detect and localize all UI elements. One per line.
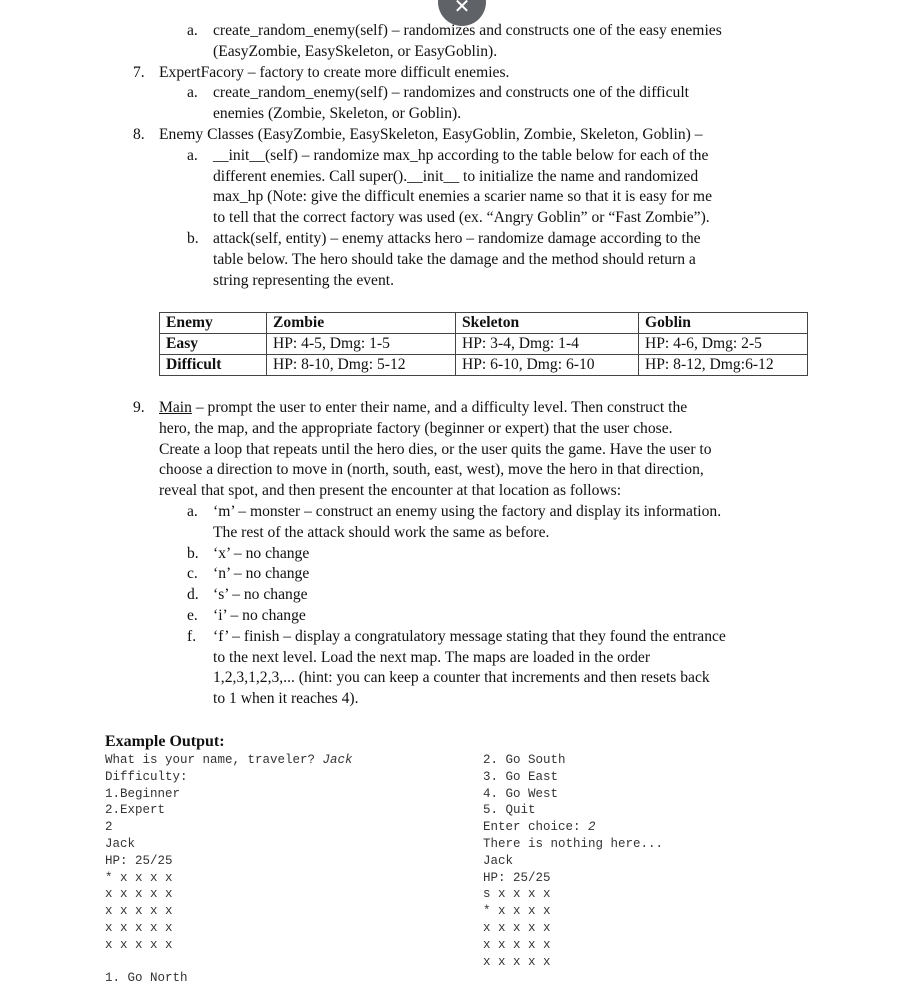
item-9-line-5: reveal that spot, and then present the encounter at that location as follows: bbox=[159, 482, 622, 499]
list-label: b. bbox=[187, 545, 199, 562]
item-8-line-1: Enemy Classes (EasyZombie, EasySkeleton, EasyGoblin, Zombie, Skeleton, Goblin) – bbox=[159, 126, 703, 143]
console-line: 2 bbox=[105, 820, 113, 835]
console-line: 5. Quit bbox=[483, 803, 536, 818]
item-9-line-1 bbox=[159, 398, 687, 418]
table-row bbox=[160, 334, 808, 355]
map-row: x x x x x bbox=[105, 920, 173, 935]
example-output-heading: Example Output: bbox=[105, 733, 225, 750]
table-row-label: Easy bbox=[160, 334, 267, 355]
item-9b-line-1: ‘x’ – no change bbox=[213, 545, 310, 562]
list-label: a. bbox=[187, 147, 198, 164]
table-cell: HP: 8-10, Dmg: 5-12 bbox=[267, 355, 456, 376]
table-row-label: Difficult bbox=[160, 355, 267, 376]
item-9-line-1-text: – prompt the user to enter their name, and a difficulty level. Then construct the bbox=[191, 399, 688, 416]
list-label: e. bbox=[187, 607, 198, 624]
item-7a-line-1: create_random_enemy(self) – randomizes and constructs one of the difficult bbox=[213, 84, 690, 101]
console-prompt: What is your name, traveler? bbox=[105, 753, 323, 767]
item-9-line-2: hero, the map, and the appropriate factory (beginner or expert) that the user chose. bbox=[159, 420, 673, 437]
list-label: b. bbox=[187, 230, 199, 247]
console-input: 2 bbox=[588, 820, 596, 835]
map-row: x x x x x bbox=[105, 904, 173, 919]
item-8b-line-1: attack(self, entity) – enemy attacks hero – randomize damage according to the bbox=[213, 230, 701, 247]
table-cell: HP: 6-10, Dmg: 6-10 bbox=[456, 355, 639, 376]
list-number: 8. bbox=[133, 126, 145, 143]
map-row: s x x x x bbox=[483, 887, 551, 902]
map-row: x x x x x bbox=[483, 920, 551, 935]
table-row bbox=[160, 355, 808, 376]
list-label: a. bbox=[187, 503, 198, 520]
table-header-cell: Zombie bbox=[267, 313, 456, 334]
item-9-line-4: choose a direction to move in (north, south, east, west), move the hero in that direction, bbox=[159, 461, 704, 478]
item-6a-line-1: create_random_enemy(self) – randomizes and constructs one of the easy enemies bbox=[213, 22, 722, 39]
example-output-left bbox=[105, 752, 353, 987]
item-9a-line-2: The rest of the attack should work the same as before. bbox=[213, 524, 550, 541]
console-line: Jack bbox=[105, 836, 136, 851]
table-header-row bbox=[160, 313, 808, 334]
console-input: Jack bbox=[322, 753, 353, 767]
close-glyph: ✕ bbox=[453, 0, 471, 18]
item-9a-line-1: ‘m’ – monster – construct an enemy using the factory and display its information. bbox=[213, 503, 722, 520]
map-row: * x x x x bbox=[483, 904, 551, 919]
item-8a-line-4: to tell that the correct factory was used (ex. “Angry Goblin” or “Fast Zombie”). bbox=[213, 209, 710, 226]
console-line: 2. Go South bbox=[483, 753, 566, 767]
console-prompt: Enter choice: bbox=[483, 820, 589, 835]
console-line: 3. Go East bbox=[483, 769, 559, 784]
console-line: 1.Beginner bbox=[105, 786, 181, 801]
table-header-cell: Enemy bbox=[160, 313, 267, 334]
table-header-cell: Goblin bbox=[639, 313, 808, 334]
console-line: 1. Go North bbox=[105, 971, 188, 986]
console-line: Jack bbox=[483, 853, 514, 868]
item-8a-line-1: __init__(self) – randomize max_hp according to the table below for each of the bbox=[213, 147, 709, 164]
console-line: 4. Go West bbox=[483, 786, 559, 801]
item-7-line-1: ExpertFacory – factory to create more difficult enemies. bbox=[159, 64, 510, 81]
item-8a-line-3: max_hp (Note: give the difficult enemies a scarier name so that it is easy for me bbox=[213, 188, 712, 205]
map-row: x x x x x bbox=[483, 937, 551, 952]
table-cell: HP: 3-4, Dmg: 1-4 bbox=[456, 334, 639, 355]
item-8b-line-2: table below. The hero should take the damage and the method should return a bbox=[213, 251, 696, 268]
console-line: HP: 25/25 bbox=[105, 853, 173, 868]
console-line: 2.Expert bbox=[105, 803, 166, 818]
item-9f-line-4: to 1 when it reaches 4). bbox=[213, 690, 359, 707]
list-label: d. bbox=[187, 586, 199, 603]
item-8b-line-3: string representing the event. bbox=[213, 272, 395, 289]
item-9-title: Main bbox=[159, 399, 192, 416]
table-header-cell: Skeleton bbox=[456, 313, 639, 334]
map-row: * x x x x bbox=[105, 870, 173, 885]
list-label: a. bbox=[187, 84, 198, 101]
item-9f-line-1: ‘f’ – finish – display a congratulatory message stating that they found the entrance bbox=[213, 628, 726, 645]
item-8a-line-2: different enemies. Call super().__init__ to initialize the name and randomized bbox=[213, 168, 699, 185]
item-9-line-3: Create a loop that repeats until the hero dies, or the user quits the game. Have the user to bbox=[159, 441, 712, 458]
item-7a-line-2: enemies (Zombie, Skeleton, or Goblin). bbox=[213, 105, 462, 122]
map-row: x x x x x bbox=[483, 954, 551, 969]
item-9e-line-1: ‘i’ – no change bbox=[213, 607, 306, 624]
console-line: There is nothing here... bbox=[483, 836, 664, 851]
map-row: x x x x x bbox=[105, 937, 173, 952]
list-label: c. bbox=[187, 565, 198, 582]
list-number: 7. bbox=[133, 64, 145, 81]
item-9f-line-2: to the next level. Load the next map. The maps are loaded in the order bbox=[213, 649, 651, 666]
item-9d-line-1: ‘s’ – no change bbox=[213, 586, 308, 603]
console-line: Difficulty: bbox=[105, 769, 188, 784]
item-9c-line-1: ‘n’ – no change bbox=[213, 565, 310, 582]
console-line bbox=[483, 820, 596, 834]
table-cell: HP: 4-6, Dmg: 2-5 bbox=[639, 334, 808, 355]
enemy-stats-table bbox=[159, 312, 808, 376]
console-line: HP: 25/25 bbox=[483, 870, 551, 885]
map-row: x x x x x bbox=[105, 887, 173, 902]
item-6a-line-2: (EasyZombie, EasySkeleton, or EasyGoblin). bbox=[213, 43, 498, 60]
item-9f-line-3: 1,2,3,1,2,3,... (hint: you can keep a counter that increments and then resets back bbox=[213, 669, 710, 686]
list-number: 9. bbox=[133, 399, 145, 416]
console-line bbox=[105, 753, 353, 767]
list-label: f. bbox=[187, 628, 197, 645]
list-label: a. bbox=[187, 22, 198, 39]
table-cell: HP: 4-5, Dmg: 1-5 bbox=[267, 334, 456, 355]
example-output-right bbox=[483, 752, 663, 970]
table-cell: HP: 8-12, Dmg:6-12 bbox=[639, 355, 808, 376]
